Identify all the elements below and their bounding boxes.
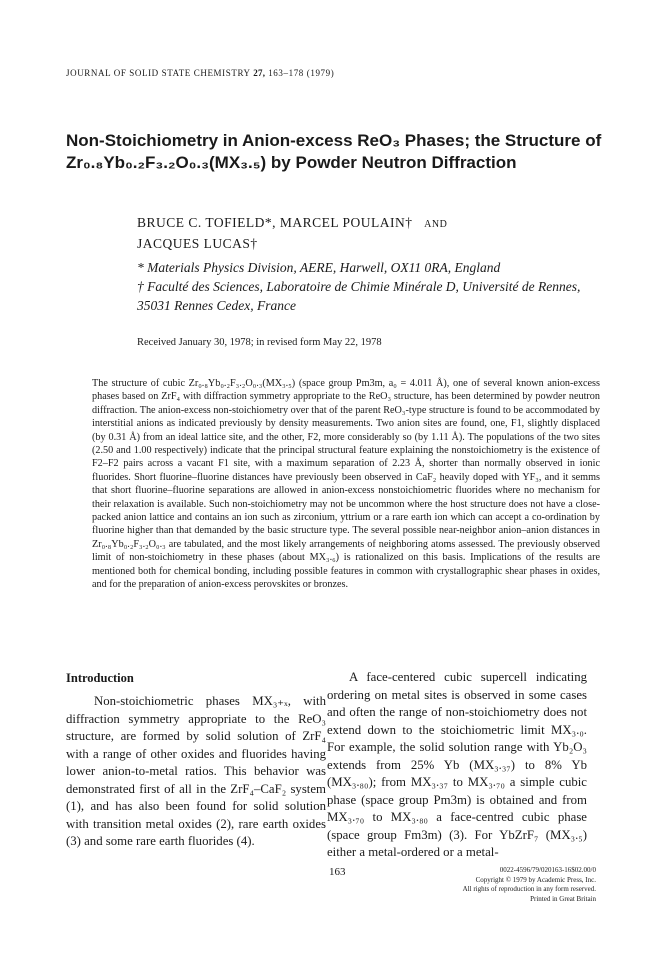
affiliation-line-1: * Materials Physics Division, AERE, Harwell, OX11 0RA, England — [137, 260, 501, 275]
authors-line-1: BRUCE C. TOFIELD*, MARCEL POULAIN† — [137, 215, 413, 230]
affiliations — [137, 258, 617, 315]
authors-and: AND — [424, 219, 448, 230]
left-column-text: Non-stoichiometric phases MX₃₊ₓ, with diffraction symmetry appropriate to the ReO₃ structure, are formed by solid solution of ZrF₄ with a range of other oxides and fluorides having lower anion-to-metal ratios. This behavior was demonstrated first of all in the ZrF₄–CaF₂ system (1), and has also been found for solid solution with transition metal oxides (2), rare earth oxides (3) and some rare earth fluorides (4). — [66, 694, 326, 848]
affiliation-line-3: 35031 Rennes Cedex, France — [137, 298, 296, 313]
journal-header — [66, 68, 334, 78]
copyright-imprint — [463, 866, 596, 904]
right-column-text: A face-centered cubic supercell indicating ordering on metal sites is observed in some cases and often the range of non-stoichiometry does not extend down to the stoichiometric limit MX₃.₀. For example, the solid solution range with Yb₂O₃ extends from 25% Yb (MX₃.₃₇) to 8% Yb (MX₃.₈₀); from MX₃.₃₇ to MX₃.₇₀ a simple cubic phase (space group Pm3m) is obtained and from MX₃.₇₀ to MX₃.₈₀ a face-centred cubic phase (space group Fm3m) (3). For YbZrF₇ (MX₃.₅) either a metal-ordered or a metal- — [327, 670, 587, 859]
imprint-line-4: Printed in Great Britain — [530, 894, 596, 903]
authors — [137, 213, 617, 253]
section-heading: Introduction — [66, 671, 134, 685]
abstract — [92, 377, 600, 592]
journal-name: JOURNAL OF SOLID STATE CHEMISTRY — [66, 68, 251, 78]
imprint-line-1: 0022-4596/79/020163-16$02.00/0 — [499, 866, 596, 874]
title-line-1: Non-Stoichiometry in Anion-excess ReO₃ Phases; the Structure of — [66, 131, 602, 150]
paper-title — [66, 130, 626, 174]
journal-volume: 27, — [253, 68, 266, 78]
received-date: Received January 30, 1978; in revised form May 22, 1978 — [137, 337, 382, 348]
affiliation-line-2: † Faculté des Sciences, Laboratoire de Chimie Minérale D, Université de Rennes, — [137, 279, 581, 294]
journal-pages: 163–178 (1979) — [268, 68, 335, 78]
page-number: 163 — [329, 866, 346, 878]
left-column — [66, 693, 326, 851]
right-column — [327, 669, 587, 862]
imprint-line-3: All rights of reproduction in any form reserved. — [462, 885, 596, 893]
authors-line-2: JACQUES LUCAS† — [137, 236, 258, 251]
abstract-text: The structure of cubic Zr₀.₈Yb₀.₂F₃.₂O₀.₃(MX₃.₅) (space group Pm3m, a₀ = 4.011 Å), one of several known anion-excess phases based on ZrF₄ with diffraction symmetry appropriate to the ReO₃ structure, has been determined by powder neutron diffraction. The anion-excess non-stoichiometry over that of the parent ReO₃-type structure is found to be accommodated by interstitial anions as indicated previously by density measurements. Two anion sites are found, one, F1, slightly displaced (by 0.31 Å) from an ideal lattice site, and the other, F2, more considerably so (by 1.11 Å). The populations of the two sites (2.50 and 1.00 respectively) indicate that the principal structural feature explaining the nonstoichiometry is the existence of F2–F2 pairs across a vacant F1 site, with a maximum separation of 2.23 Å, shorter than normally observed in ionic fluorides. Short fluorine–fluorine distances have previously been observed in CaF₂ heavily doped with YF₃, and it semms that short fluorine–fluorine separations are allowed in anion-excess nonstoichiometric fluorides where no mechanism for their relaxation is available. Such non-stoichiometry may not be uncommon where the host structure does not have a close-packed anion lattice and contains an ion such as zirconium, yttrium or a rare earth ion which can accept a co-ordination by fluorine higher than that demanded by the basic structure type. The several possible near-neighbor anion–anion distances in Zr₀.₈Yb₀.₂F₃.₂O₀.₃ are tabulated, and the most likely arrangements of neighboring atoms assessed. The previously observed limit of non-stoichiometry in these phases (about MX₃.₆) is rationalized on this basis. Implications of the results are mentioned both for chemical bonding, including possible features in common with crystallographic shear phases in oxides, and for the preparation of anion-excess perovskites or bronzes. — [92, 378, 600, 591]
imprint-line-2: Copyright © 1979 by Academic Press, Inc. — [475, 875, 596, 884]
title-line-2: Zr₀.₈Yb₀.₂F₃.₂O₀.₃(MX₃.₅) by Powder Neutron Diffraction — [66, 153, 517, 172]
